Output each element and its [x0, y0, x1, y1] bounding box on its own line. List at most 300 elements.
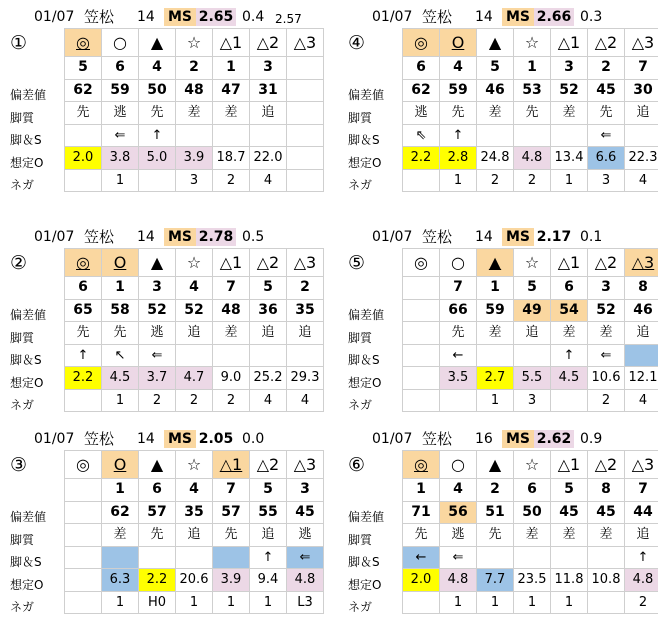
table-row [65, 367, 324, 390]
nega-cell: 1 [477, 389, 514, 412]
leg-speed-cell [250, 124, 287, 147]
race-number: ⑤ [348, 252, 366, 274]
running-style-cell: 差 [551, 102, 588, 125]
running-style-cell: 追 [514, 322, 551, 345]
row-label: 脚質 [10, 110, 35, 125]
horse-number-cell: 4 [176, 479, 213, 502]
leg-speed-cell [514, 546, 551, 569]
row-label: 脚質 [348, 110, 373, 125]
hensa-cell: 49 [514, 299, 551, 322]
hensa-cell: 62 [403, 79, 440, 102]
ms-odds: 2.62 [534, 430, 574, 448]
table-row [403, 322, 658, 345]
running-style-cell: 追 [250, 322, 287, 345]
mark-cell: ☆ [514, 451, 551, 479]
runner-count: 16 [475, 431, 493, 447]
running-style-cell: 逃 [440, 524, 477, 547]
running-style-cell: 差 [551, 524, 588, 547]
hensa-cell [287, 79, 324, 102]
nega-cell: 1 [250, 591, 287, 614]
hensa-cell: 52 [139, 299, 176, 322]
row-label: 想定O [348, 155, 382, 170]
race-date: 01/07 [372, 229, 413, 245]
table-row [65, 591, 324, 614]
nega-cell [551, 389, 588, 412]
horse-number-cell: 7 [213, 277, 250, 300]
row-label: 想定O [348, 577, 382, 592]
hensa-cell: 59 [477, 299, 514, 322]
leg-speed-cell: ⇐ [287, 546, 324, 569]
mark-cell: ▲ [139, 451, 176, 479]
table-row [403, 546, 658, 569]
expected-odds-cell: 29.3 [287, 367, 324, 390]
leg-speed-cell [477, 124, 514, 147]
race-venue: 笠松 [422, 8, 453, 26]
expected-odds-cell: 2.7 [477, 367, 514, 390]
nega-cell: 4 [625, 389, 658, 412]
nega-cell: H0 [139, 591, 176, 614]
running-style-cell: 差 [213, 102, 250, 125]
running-style-cell: 逃 [403, 102, 440, 125]
nega-cell [139, 169, 176, 192]
nega-cell: 2 [625, 591, 658, 614]
hensa-cell: 35 [287, 299, 324, 322]
nega-cell: 1 [102, 591, 139, 614]
leg-speed-cell: ← [403, 546, 440, 569]
expected-odds-cell: 10.8 [588, 569, 625, 592]
expected-odds-cell: 3.9 [176, 147, 213, 170]
hensa-cell: 47 [213, 79, 250, 102]
expected-odds-cell [403, 367, 440, 390]
hensa-cell: 45 [551, 501, 588, 524]
horse-number-cell: 2 [176, 57, 213, 80]
horse-number-cell [287, 57, 324, 80]
expected-odds-cell: 22.3 [625, 147, 658, 170]
row-label: ネガ [10, 398, 35, 412]
label-spacer [10, 484, 60, 506]
expected-odds-cell: 4.5 [102, 367, 139, 390]
runner-count: 14 [137, 9, 155, 25]
table-row [403, 57, 658, 80]
hensa-cell: 50 [139, 79, 176, 102]
row-label: 脚＆S [348, 353, 380, 367]
ms-odds: 2.17 [536, 229, 572, 245]
runner-count: 14 [137, 431, 155, 447]
running-style-cell: 差 [514, 524, 551, 547]
hensa-cell: 36 [250, 299, 287, 322]
row-labels [10, 484, 60, 619]
row-label: 偏差値 [348, 88, 385, 102]
runner-count: 14 [137, 229, 155, 245]
race-date: 01/07 [34, 9, 75, 25]
running-style-cell: 逃 [102, 102, 139, 125]
leg-speed-cell [551, 124, 588, 147]
nega-cell: 2 [588, 389, 625, 412]
mark-cell: △3 [625, 249, 658, 277]
table-row [403, 389, 658, 412]
mark-cell: ◎ [403, 451, 440, 479]
runner-count: 14 [475, 229, 493, 245]
ms-diff: 0.5 [242, 229, 265, 245]
race-panel [10, 428, 338, 628]
panel-header [18, 226, 338, 248]
expected-odds-cell: 5.5 [514, 367, 551, 390]
row-label: 想定O [10, 577, 44, 592]
race-number: ② [10, 252, 28, 274]
table-row [65, 344, 324, 367]
hensa-cell: 57 [213, 501, 250, 524]
running-style-cell [65, 524, 102, 547]
table-row [65, 29, 324, 57]
label-spacer [348, 484, 398, 506]
horse-number-cell: 3 [139, 277, 176, 300]
horse-number-cell: 6 [514, 479, 551, 502]
ms-diff: 0.0 [242, 431, 265, 447]
hensa-cell: 56 [440, 501, 477, 524]
running-style-cell: 先 [440, 322, 477, 345]
mark-cell: O [102, 249, 139, 277]
running-style-cell: 先 [477, 524, 514, 547]
nega-cell: 4 [250, 389, 287, 412]
mark-cell: ◎ [403, 249, 440, 277]
nega-cell: 4 [287, 389, 324, 412]
horse-number-cell [403, 277, 440, 300]
expected-odds-cell: 4.8 [440, 569, 477, 592]
nega-cell [440, 389, 477, 412]
leg-speed-cell: ↑ [440, 124, 477, 147]
row-label: 脚＆S [10, 555, 42, 569]
expected-odds-cell: 2.0 [403, 569, 440, 592]
nega-cell: 1 [551, 169, 588, 192]
row-label: 脚質 [10, 330, 35, 345]
horse-number-cell: 7 [625, 57, 658, 80]
leg-speed-cell: ← [440, 344, 477, 367]
race-number: ③ [10, 454, 28, 476]
mark-cell: △1 [213, 451, 250, 479]
leg-speed-cell [287, 124, 324, 147]
hensa-cell: 50 [514, 501, 551, 524]
nega-cell: 2 [139, 389, 176, 412]
expected-odds-cell: 10.6 [588, 367, 625, 390]
table-row [65, 124, 324, 147]
horse-number-cell: 5 [514, 277, 551, 300]
leg-speed-cell [551, 546, 588, 569]
horse-number-cell: 1 [514, 57, 551, 80]
hensa-cell: 57 [139, 501, 176, 524]
mark-cell: ◎ [65, 451, 102, 479]
prediction-table [64, 450, 324, 614]
horse-number-cell: 6 [65, 277, 102, 300]
race-venue: 笠松 [84, 8, 115, 26]
horse-number-cell: 5 [250, 277, 287, 300]
table-row [65, 249, 324, 277]
leg-speed-cell [213, 344, 250, 367]
row-labels [348, 484, 398, 619]
expected-odds-cell: 18.7 [213, 147, 250, 170]
race-date: 01/07 [372, 9, 413, 25]
nega-cell: 1 [102, 389, 139, 412]
row-label: ネガ [10, 178, 35, 192]
prediction-table [64, 28, 324, 192]
leg-speed-cell [176, 124, 213, 147]
hensa-cell: 62 [65, 79, 102, 102]
leg-speed-cell: ↑ [139, 124, 176, 147]
running-style-cell: 追 [625, 322, 658, 345]
ms-odds: 2.05 [198, 431, 234, 447]
expected-odds-cell: 4.8 [625, 569, 658, 592]
expected-odds-cell: 12.1 [625, 367, 658, 390]
hensa-cell: 48 [176, 79, 213, 102]
horse-number-cell: 3 [250, 57, 287, 80]
horse-number-cell: 3 [551, 57, 588, 80]
leg-speed-cell: ↑ [65, 344, 102, 367]
running-style-cell: 差 [551, 322, 588, 345]
race-panel [348, 428, 658, 628]
extra-value: 2.57 [275, 12, 302, 26]
runner-count: 14 [475, 9, 493, 25]
mark-cell: O [440, 29, 477, 57]
expected-odds-cell: 20.6 [176, 569, 213, 592]
running-style-cell: 追 [176, 322, 213, 345]
ms-label: MS [164, 228, 196, 246]
leg-speed-cell: ↖ [102, 344, 139, 367]
expected-odds-cell [287, 147, 324, 170]
running-style-cell: 追 [625, 102, 658, 125]
horse-number-cell: 2 [588, 57, 625, 80]
mark-cell: ○ [102, 29, 139, 57]
horse-number-cell: 3 [588, 277, 625, 300]
table-row [65, 147, 324, 170]
leg-speed-cell: ⇐ [102, 124, 139, 147]
running-style-cell: 追 [250, 102, 287, 125]
hensa-cell: 66 [440, 299, 477, 322]
nega-cell [65, 389, 102, 412]
hensa-cell: 52 [551, 79, 588, 102]
running-style-cell: 先 [65, 102, 102, 125]
running-style-cell: 先 [403, 524, 440, 547]
table-row [65, 389, 324, 412]
race-number: ⑥ [348, 454, 366, 476]
hensa-cell: 45 [588, 501, 625, 524]
expected-odds-cell: 3.5 [440, 367, 477, 390]
row-labels [10, 282, 60, 417]
expected-odds-cell: 2.0 [65, 147, 102, 170]
panel-header [356, 428, 658, 450]
running-style-cell [287, 102, 324, 125]
horse-number-cell: 6 [403, 57, 440, 80]
race-panel [348, 6, 658, 206]
ms-diff: 0.4 [242, 9, 265, 25]
mark-cell: △2 [250, 249, 287, 277]
table-row [403, 479, 658, 502]
horse-number-cell: 2 [477, 479, 514, 502]
ms-diff: 0.1 [580, 229, 603, 245]
row-label: 脚質 [348, 330, 373, 345]
mark-cell: ○ [440, 451, 477, 479]
running-style-cell: 先 [440, 102, 477, 125]
expected-odds-cell: 4.8 [514, 147, 551, 170]
expected-odds-cell: 2.2 [139, 569, 176, 592]
expected-odds-cell: 4.8 [287, 569, 324, 592]
leg-speed-cell: ⇐ [588, 124, 625, 147]
table-row [65, 102, 324, 125]
expected-odds-cell: 4.5 [551, 367, 588, 390]
hensa-cell: 65 [65, 299, 102, 322]
leg-speed-cell [176, 344, 213, 367]
row-labels [348, 282, 398, 417]
expected-odds-cell [65, 569, 102, 592]
hensa-cell: 45 [588, 79, 625, 102]
hensa-cell: 45 [287, 501, 324, 524]
prediction-table [64, 248, 324, 412]
mark-cell: △2 [588, 29, 625, 57]
row-label: 脚＆S [348, 555, 380, 569]
table-row [403, 591, 658, 614]
ms-diff: 0.9 [580, 431, 603, 447]
mark-cell: △2 [250, 29, 287, 57]
leg-speed-cell [176, 546, 213, 569]
leg-speed-cell: ⇐ [139, 344, 176, 367]
expected-odds-cell: 4.7 [176, 367, 213, 390]
expected-odds-cell: 3.9 [213, 569, 250, 592]
hensa-cell: 52 [588, 299, 625, 322]
running-style-cell: 追 [287, 322, 324, 345]
ms-label: MS [502, 228, 534, 246]
race-venue: 笠松 [84, 228, 115, 246]
nega-cell: 1 [176, 591, 213, 614]
nega-cell [403, 169, 440, 192]
nega-cell [403, 591, 440, 614]
horse-number-cell: 4 [139, 57, 176, 80]
row-label: 想定O [10, 155, 44, 170]
row-label: 偏差値 [10, 510, 47, 524]
hensa-cell: 53 [514, 79, 551, 102]
hensa-cell: 59 [440, 79, 477, 102]
race-date: 01/07 [34, 431, 75, 447]
table-row [403, 124, 658, 147]
leg-speed-cell [588, 546, 625, 569]
mark-cell: ○ [440, 249, 477, 277]
mark-cell: △1 [213, 249, 250, 277]
mark-cell: △2 [250, 451, 287, 479]
prediction-table [402, 248, 658, 412]
leg-speed-cell [625, 344, 658, 367]
expected-odds-cell: 24.8 [477, 147, 514, 170]
mark-cell: ☆ [514, 29, 551, 57]
panel-header [356, 6, 658, 28]
leg-speed-cell [102, 546, 139, 569]
nega-cell: 2 [213, 169, 250, 192]
nega-cell: 2 [213, 389, 250, 412]
leg-speed-cell: ⇐ [588, 344, 625, 367]
leg-speed-cell [403, 344, 440, 367]
nega-cell [287, 169, 324, 192]
race-venue: 笠松 [422, 228, 453, 246]
table-row [65, 277, 324, 300]
horse-number-cell: 6 [551, 277, 588, 300]
horse-number-cell: 6 [139, 479, 176, 502]
mark-cell: △1 [551, 29, 588, 57]
table-row [403, 524, 658, 547]
ms-label: MS [502, 430, 534, 448]
hensa-cell: 71 [403, 501, 440, 524]
table-row [65, 569, 324, 592]
race-venue: 笠松 [84, 430, 115, 448]
horse-number-cell: 1 [102, 277, 139, 300]
expected-odds-cell: 22.0 [250, 147, 287, 170]
mark-cell: O [102, 451, 139, 479]
hensa-cell: 62 [102, 501, 139, 524]
leg-speed-cell: ⇖ [403, 124, 440, 147]
row-label: 偏差値 [348, 308, 385, 322]
horse-number-cell: 6 [102, 57, 139, 80]
race-venue: 笠松 [422, 430, 453, 448]
hensa-cell: 59 [102, 79, 139, 102]
running-style-cell [403, 322, 440, 345]
nega-cell: 1 [440, 591, 477, 614]
table-row [403, 299, 658, 322]
nega-cell: 3 [588, 169, 625, 192]
mark-cell: △2 [588, 451, 625, 479]
hensa-cell: 55 [250, 501, 287, 524]
race-date: 01/07 [372, 431, 413, 447]
expected-odds-cell: 11.8 [551, 569, 588, 592]
table-row [403, 169, 658, 192]
hensa-cell: 44 [625, 501, 658, 524]
mark-cell: △3 [625, 29, 658, 57]
expected-odds-cell: 3.7 [139, 367, 176, 390]
row-labels [10, 62, 60, 197]
mark-cell: ◎ [403, 29, 440, 57]
running-style-cell: 先 [213, 524, 250, 547]
mark-cell: ◎ [65, 249, 102, 277]
ms-diff: 0.3 [580, 9, 603, 25]
running-style-cell: 追 [250, 524, 287, 547]
table-row [403, 79, 658, 102]
horse-number-cell: 1 [477, 277, 514, 300]
nega-cell [65, 591, 102, 614]
row-label: ネガ [10, 600, 35, 614]
leg-speed-cell [477, 546, 514, 569]
running-style-cell: 差 [477, 102, 514, 125]
row-label: 想定O [348, 375, 382, 390]
hensa-cell: 46 [625, 299, 658, 322]
ms-odds: 2.78 [196, 228, 236, 246]
table-row [65, 524, 324, 547]
running-style-cell: 先 [588, 102, 625, 125]
hensa-cell: 31 [250, 79, 287, 102]
nega-cell: 1 [551, 591, 588, 614]
nega-cell: 2 [176, 389, 213, 412]
mark-cell: △3 [287, 451, 324, 479]
mark-cell: ▲ [477, 249, 514, 277]
mark-cell: ▲ [139, 249, 176, 277]
panel-header [18, 6, 338, 28]
nega-cell: 4 [625, 169, 658, 192]
ms-label: MS [164, 8, 196, 26]
expected-odds-cell: 2.2 [65, 367, 102, 390]
horse-number-cell: 1 [403, 479, 440, 502]
nega-cell: 3 [514, 389, 551, 412]
hensa-cell: 46 [477, 79, 514, 102]
running-style-cell: 先 [102, 322, 139, 345]
running-style-cell: 逃 [139, 322, 176, 345]
mark-cell: △3 [287, 29, 324, 57]
label-spacer [348, 62, 398, 84]
mark-cell: ▲ [477, 451, 514, 479]
mark-cell: ▲ [139, 29, 176, 57]
leg-speed-cell [213, 546, 250, 569]
